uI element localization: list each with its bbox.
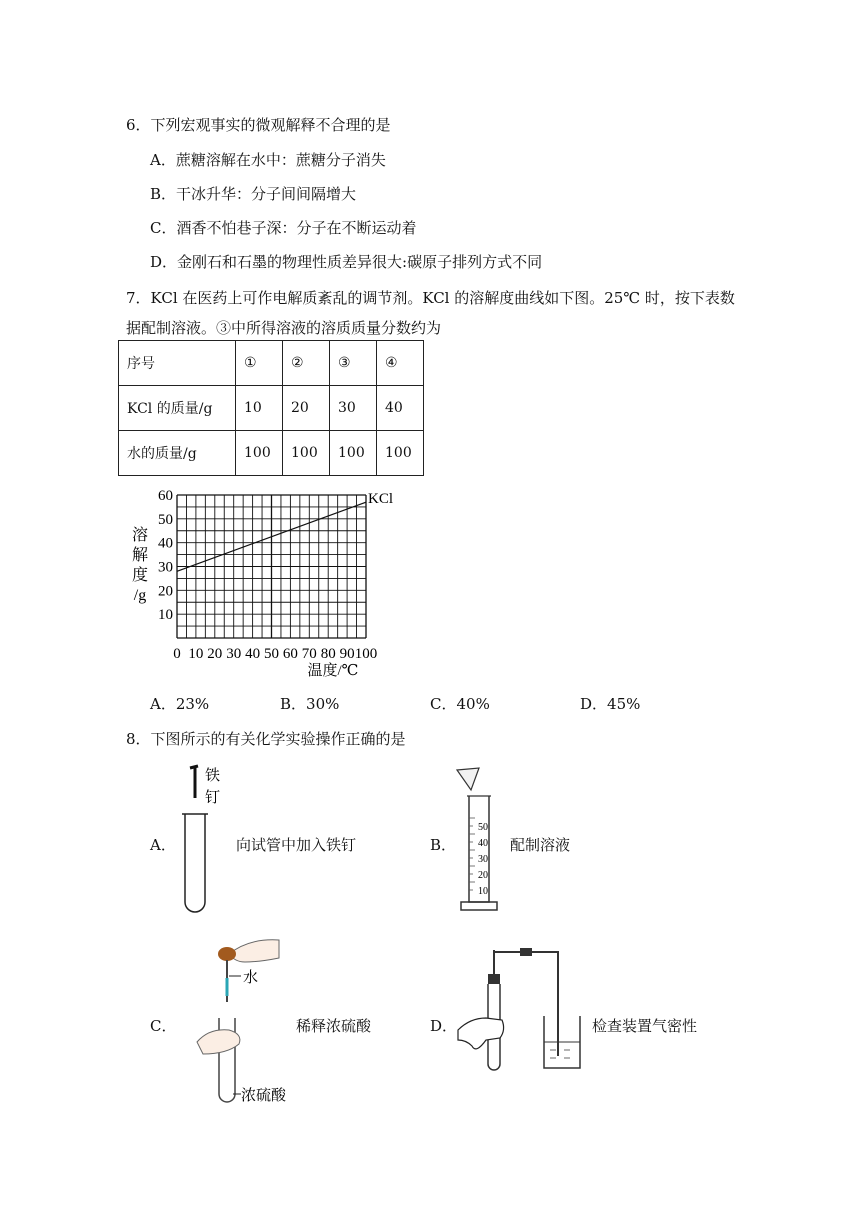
cylinder-mark-40: 40 bbox=[478, 838, 488, 849]
x-tick-label: 80 bbox=[320, 646, 336, 662]
q8-option-a-letter: A． bbox=[150, 836, 176, 854]
airtightness-check-figure bbox=[456, 946, 588, 1074]
x-tick-label: 40 bbox=[245, 646, 261, 662]
y-tick-label: 20 bbox=[158, 583, 173, 600]
chart-grid bbox=[177, 495, 366, 638]
y-label-char: 度 bbox=[131, 567, 149, 584]
test-tube-nail-figure bbox=[175, 762, 235, 916]
water-label: 水 bbox=[243, 970, 259, 986]
table-cell: 100 bbox=[330, 431, 377, 476]
table-cell: 100 bbox=[283, 431, 330, 476]
cylinder-mark-50: 50 bbox=[478, 822, 488, 833]
q7-option-c: C．40% bbox=[430, 695, 490, 713]
q7-option-b: B．30% bbox=[280, 695, 340, 713]
x-tick-label: 90 bbox=[339, 646, 355, 662]
y-tick-label: 50 bbox=[158, 511, 173, 528]
table-cell: 40 bbox=[377, 386, 424, 431]
q6-option-c: C．酒香不怕巷子深：分子在不断运动着 bbox=[150, 219, 417, 237]
table-cell: 10 bbox=[236, 386, 283, 431]
y-tick-label: 30 bbox=[158, 559, 173, 576]
table-row bbox=[119, 431, 424, 476]
table-row bbox=[119, 386, 424, 431]
y-tick-label: 60 bbox=[158, 488, 173, 504]
q6-stem: 6．下列宏观事实的微观解释不合理的是 bbox=[126, 116, 391, 134]
y-tick-label: 10 bbox=[158, 607, 173, 624]
cylinder-mark-20: 20 bbox=[478, 870, 488, 881]
table-cell: 20 bbox=[283, 386, 330, 431]
kcl-solubility-chart bbox=[120, 478, 410, 684]
kcl-data-table bbox=[118, 340, 424, 476]
table-cell: 100 bbox=[236, 431, 283, 476]
q6-option-b: B．干冰升华：分子间间隔增大 bbox=[150, 185, 357, 203]
x-axis-label: 温度/℃ bbox=[307, 663, 359, 679]
conc-acid-label: 浓硫酸 bbox=[241, 1088, 287, 1104]
x-tick-label: 10 bbox=[188, 646, 204, 662]
q8-option-d-caption: 检查装置气密性 bbox=[592, 1017, 698, 1035]
q8-option-c-letter: C． bbox=[150, 1017, 177, 1035]
table-cell: KCl 的质量/g bbox=[119, 386, 236, 431]
q6-option-d: D．金刚石和石墨的物理性质差异很大:碳原子排列方式不同 bbox=[150, 253, 543, 271]
x-tick-label: 100 bbox=[354, 646, 378, 662]
x-tick-label: 0 bbox=[173, 646, 181, 662]
q8-option-b-letter: B． bbox=[430, 836, 457, 854]
q8-option-a-caption: 向试管中加入铁钉 bbox=[236, 836, 357, 854]
q8-option-c-caption: 稀释浓硫酸 bbox=[296, 1017, 372, 1035]
x-tick-label: 20 bbox=[207, 646, 223, 662]
table-cell: ② bbox=[283, 341, 330, 386]
table-cell: ④ bbox=[377, 341, 424, 386]
q7-stem-line1: 7．KCl 在医药上可作电解质紊乱的调节剂。KCl 的溶解度曲线如下图。25℃ 时，按下表数 bbox=[126, 289, 735, 307]
cylinder-mark-30: 30 bbox=[478, 854, 488, 865]
chart-ticks bbox=[158, 488, 377, 662]
q8-option-b-caption: 配制溶液 bbox=[510, 836, 571, 854]
y-axis-label bbox=[132, 526, 148, 604]
q6-option-a: A．蔗糖溶解在水中：蔗糖分子消失 bbox=[150, 151, 386, 169]
table-row bbox=[119, 341, 424, 386]
cylinder-mark-10: 10 bbox=[478, 886, 488, 897]
table-cell: 100 bbox=[377, 431, 424, 476]
x-tick-label: 70 bbox=[301, 646, 317, 662]
x-tick-label: 30 bbox=[226, 646, 242, 662]
q8-stem: 8．下图所示的有关化学实验操作正确的是 bbox=[126, 730, 406, 748]
table-cell: 水的质量/g bbox=[119, 431, 236, 476]
y-label-char: 溶 bbox=[131, 527, 149, 544]
kcl-series-label: KCl bbox=[368, 491, 394, 508]
x-tick-label: 50 bbox=[264, 646, 279, 662]
q7-option-d: D．45% bbox=[580, 695, 641, 713]
table-cell: 30 bbox=[330, 386, 377, 431]
table-cell: ③ bbox=[330, 341, 377, 386]
q7-option-a: A．23% bbox=[150, 695, 210, 713]
table-cell: 序号 bbox=[119, 341, 236, 386]
dilute-acid-figure bbox=[185, 932, 295, 1108]
y-label-char: /g bbox=[133, 587, 147, 604]
q8-option-d-letter: D． bbox=[430, 1017, 458, 1035]
y-label-char: 解 bbox=[131, 547, 149, 564]
q7-stem-line2: 据配制溶液。③中所得溶液的溶质质量分数约为 bbox=[126, 319, 442, 337]
nail-label-1: 铁 bbox=[205, 768, 221, 784]
table-cell: ① bbox=[236, 341, 283, 386]
y-tick-label: 40 bbox=[158, 535, 173, 552]
nail-label-2: 钉 bbox=[205, 790, 221, 806]
x-tick-label: 60 bbox=[282, 646, 298, 662]
graduated-cylinder-figure bbox=[455, 766, 515, 914]
